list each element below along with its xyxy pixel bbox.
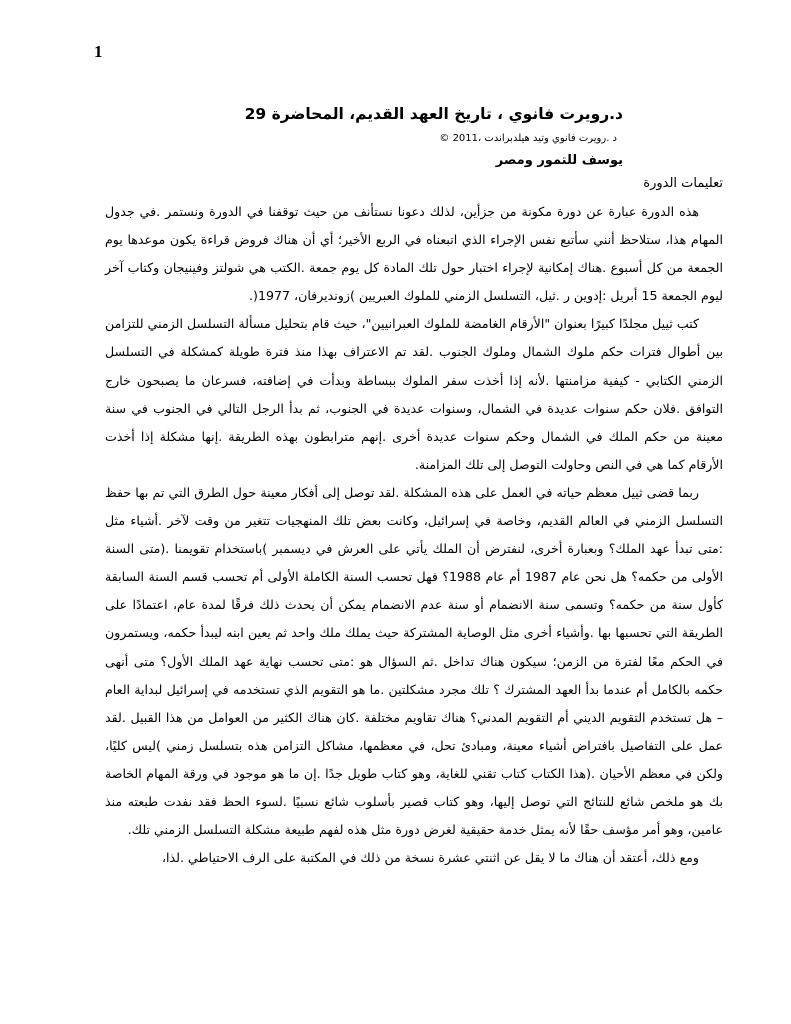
section-heading: تعليمات الدورة xyxy=(643,176,723,191)
paragraph: ربما قضى ثييل معظم حياته في العمل على هذه المشكلة .لقد توصل إلى أفكار معينة حول الطرق التي تم بها حفظ التسلسل الزمني في العالم القديم، وخاصة في إسرائيل، وكانت بعض تلك المنهجيات تتغير من وقت لآخر .أشياء مثل :متى تبدأ عهد الملك؟ وبعبارة أخرى، لنفترض أن الملك يأتي على العرش في ديسمبر )باستخدام تقويمنا .(متى السنة الأولى من حكمه؟ هل نحن عام 1987 أم عام 1988؟ فهل تحسب السنة الكاملة الأولى أم تحسب قسم السنة السابقة كأول سنة من حكمه؟ وتسمى سنة الانضمام أو سنة عدم الانضمام يمكن أن يحدث ذلك فرقًا لمدة عام، اعتمادًا على الطريقة التي تحسبها بها .وأشياء أخرى مثل الوصاية المشتركة حيث يملك ملك واحد ثم يعين ابنه ليبدأ حكمه، ويستمرون في الحكم معًا لفترة من الزمن؛ سيكون هناك تداخل .ثم السؤال هو :متى تحسب نهاية عهد الملك الأول؟ متى أنهى حكمه بالكامل أم عندما بدأ العهد المشترك ؟ تلك مجرد مشكلتين .ما هو التقويم الذي تستخدمه في إسرائيل لبداية العام – هل تستخدم التقويم الديني أم التقويم المدني؟ هناك تقاويم مختلفة .كان هناك الكثير من العوامل من هذا القبيل .لقد عمل على التفاصيل بافتراض أشياء معينة، ومبادئ تحل، في معظمها، مشاكل التزامن هذه بتسلسل زمني )ليس كليًا، ولكن في معظم الأحيان .(هذا الكتاب كتاب تقني للغاية، وهو كتاب طويل جدًا .إن ما هو موجود في ورقة المهام الخاصة بك هو ملخص شائع للنتائج التي توصل إليها، وهو كتاب قصير بأسلوب شائع نسبيًا .لسوء الحظ فقد نفدت طبعته منذ عامين، وهو أمر مؤسف حقًا لأنه يمثل خدمة حقيقية لغرض دورة مثل هذه لفهم طبيعة مشكلة التسلسل الزمني تلك. xyxy=(105,484,723,838)
document-body xyxy=(105,170,723,872)
document-header xyxy=(245,100,623,172)
document-title: د.رويرت فانوي ، تاريخ العهد القديم، المحاضرة 29 xyxy=(244,105,623,123)
paragraph: هذه الدورة عبارة عن دورة مكونة من جزأين، لذلك دعونا نستأنف من حيث توقفنا في الدورة ونستمر .في جدول المهام هذا، ستلاحظ أنني سأتبع نفس الإجراء الذي اتبعناه في الربع الأخير؛ أي أن هناك فروض قراءة يكون موعدها يوم الجمعة من كل أسبوع .هناك إمكانية لإجراء اختبار حول تلك المادة كل يوم جمعة .الكتب هي شولتز وفينيجان وكتاب آخر ليوم الجمعة 15 أبريل :إدوين ر .ثيل، التسلسل الزمني للملوك العبريين )زونديرفان، 1977(. xyxy=(105,204,723,304)
page-number: 1 xyxy=(94,42,103,61)
paragraph: كتب ثييل مجلدًا كبيرًا بعنوان "الأرقام الغامضة للملوك العبرانيين"، حيث قام بتحليل مسألة التسلسل الزمني للتزامن بين أطوال فترات حكم ملوك الشمال وملوك الجنوب .لقد تم الاعتراف بهذا منذ فترة طويلة كمشكلة في التسلسل الزمني الكتابي - كيفية مزامنتها .لأنه إذا أخذت سفر الملوك ببساطة وبدأت في إضافته، فسرعان ما يصبحون خارج التوافق .فلان حكم سنوات عديدة في الشمال، وسنوات عديدة في الجنوب، ثم بدأ الرجل التالي في الجنوب في سنة معينة من حكم الملك في الشمال وحكم سنوات عديدة أخرى .إنهم مترابطون بهذه الطريقة .إنها مشكلة إذا أخذت الأرقام كما هي في النص وحاولت التوصل إلى تلك المزامنة. xyxy=(105,316,723,472)
copyright-line: د .رويرت فانوي وتيد هيلدبراندت ،2011 © xyxy=(439,133,617,144)
translator-credit: يوسف للتمور ومصر xyxy=(495,153,623,168)
paragraph: ومع ذلك، أعتقد أن هناك ما لا يقل عن اثنتي عشرة نسخة من ذلك في المكتبة على الرف الاحتياطي .لذا، xyxy=(161,850,699,866)
